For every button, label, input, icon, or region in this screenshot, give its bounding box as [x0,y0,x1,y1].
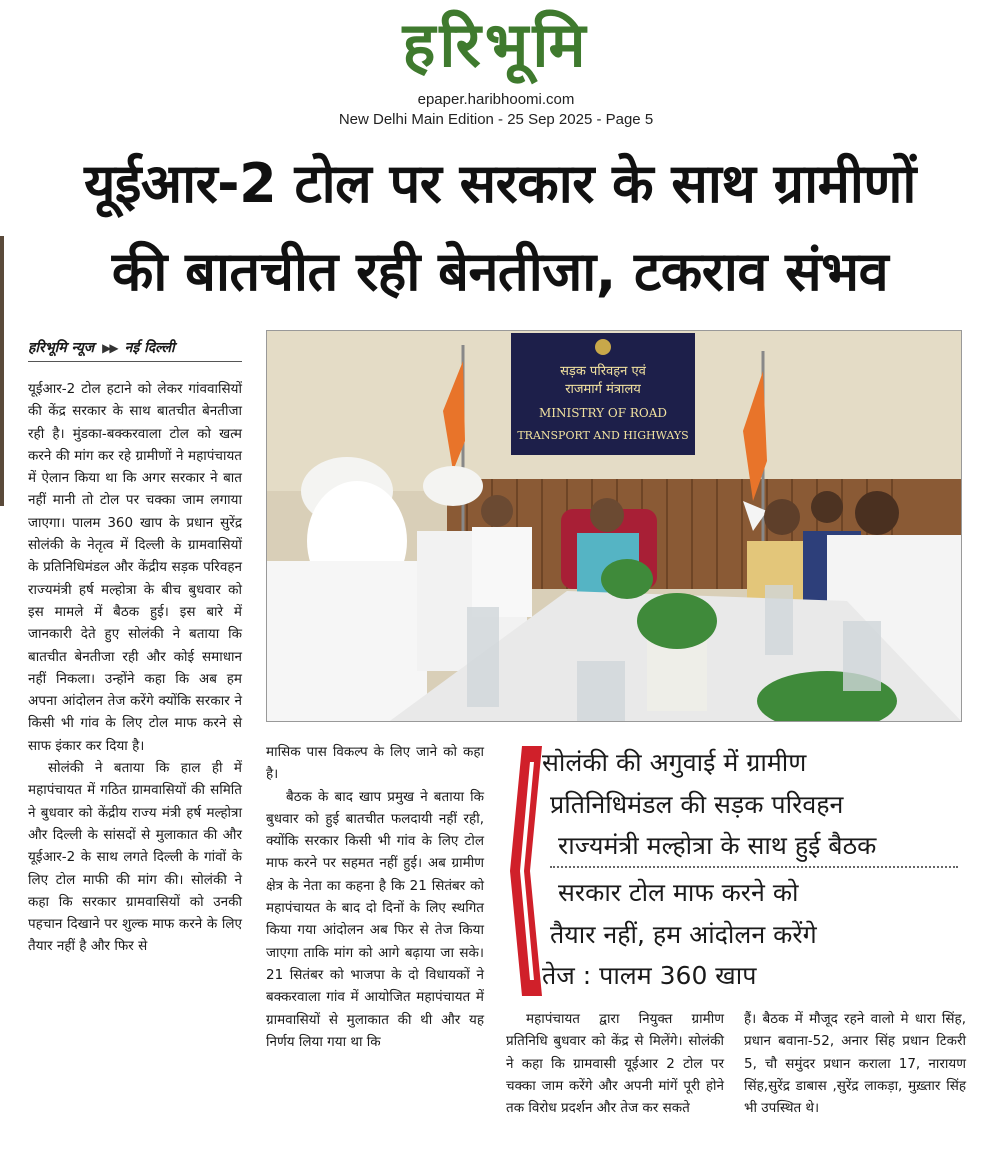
edition-line: New Delhi Main Edition - 25 Sep 2025 - Page 5 [338,111,654,128]
byline [28,334,242,362]
fast-forward-icon: ▶▶ [102,340,117,355]
svg-text:MINISTRY OF ROAD: MINISTRY OF ROAD [538,406,668,420]
highlight-line-5: तैयार नहीं, हम आंदोलन करेंगे [550,920,817,949]
svg-text:TRANSPORT AND HIGHWAYS: TRANSPORT AND HIGHWAYS [517,429,689,442]
red-chevron-icon [508,746,544,996]
highlight-line-2: प्रतिनिधिमंडल की सड़क परिवहन [550,790,844,819]
source-url[interactable]: epaper.haribhoomi.com [417,91,575,108]
article-paragraph: महापंचायत द्वारा नियुक्त ग्रामीण प्रतिनिधि बुधवार को केंद्र से मिलेंगे। सोलंकी ने कहा कि ग्रामवासी यूईआर 2 टोल पर चक्का जाम करेंगे और अपनी मांगें पूरी होने तक विरोध प्रदर्शन और तेज कर सकते [506,1011,724,1117]
highlight-line-6: तेज : पालम 360 खाप [542,961,757,990]
headline [20,140,980,316]
article-paragraph: यूईआर-2 टोल हटाने को लेकर गांववासियों की केंद्र सरकार के साथ बातचीत बेनतीजा रही है। मुंडका-बक्करवाला टोल को खत्म करने की मांग कर रहे ग्रामीणों ने महापंचायत में ऐलान किया था कि अगर सरकार ने बात नहीं मानी तो टोल पर चक्का जाम लगाया जाएगा। पालम 360 खाप के प्रधान सुरेंद्र सोलंकी के नेतृत्व में दिल्ली के ग्रामवासियों के प्रतिनिधिमंडल और केंद्रीय सड़क परिवहन राज्यमंत्री हर्ष मल्होत्रा के बीच बुधवार को इस मामले में बैठक हुई। इस बारे में जानकारी देते हुए सोलंकी ने बताया कि बातचीत बेनतीजा रही और कोई समाधान नहीं निकला। उन्होंने कहा कि अब हम अपना आंदोलन तेज करेंगे क्योंकि सरकार ने किसी भी गांव के लिए टोल माफ करने से साफ इंकार कर दिया है। [28,381,242,754]
highlight-line-4: सरकार टोल माफ करने को [558,878,799,907]
headline-line-1: यूईआर-2 टोल पर सरकार के साथ ग्रामीणों [84,152,916,215]
article-column-3 [506,1008,724,1119]
meeting-photo-illustration [267,331,962,722]
highlight-line-1: सोलंकी की अगुवाई में ग्रामीण [542,748,807,777]
article-paragraph: हैं। बैठक में मौजूद रहने वालो मे धारा सिंह, प्रधान बवाना-52, अनार सिंह प्रधान टिकरी 5, चौ समुंदर प्रधान कराला 17, नारायण सिंह,सुरेंद्र डाबास ,सुरेंद्र लाकड़ा, मुख़्तार सिंह भी उपस्थित थे। [744,1011,966,1117]
highlight-line-3: राज्यमंत्री मल्होत्रा के साथ हुई बैठक [558,831,877,860]
byline-agency: हरिभूमि न्यूज [28,340,95,356]
article-paragraph: बैठक के बाद खाप प्रमुख ने बताया कि बुधवार को हुई बातचीत फलदायी नहीं रही, क्योंकि सरकार किसी भी गांव के लिए टोल माफ करने पर सहमत नहीं हुई। अब ग्रामीण क्षेत्र के नेता का कहना है कि 21 सितंबर को महापंचायत के बाद दो दिनों के लिए स्थगित किया गया आंदोलन अब फिर से तेज किया जाएगा ताकि मांग को आगे बढ़ाया जा सके। 21 सितंबर को भाजपा के दो विधायकों ने बक्करवाला गांव में आयोजित महापंचायत में ग्रामवासियों से मुलाकात की थी और यह निर्णय लिया गया था कि [266,788,484,1050]
article-column-2 [266,741,484,1053]
headline-line-2: की बातचीत रही बेनतीजा, टकराव संभव [111,240,889,303]
meeting-photo [266,330,962,722]
article-column-1 [28,378,242,958]
article-paragraph: मासिक पास विकल्प के लिए जाने को कहा है। [266,744,484,783]
masthead [340,2,652,88]
article-paragraph: सोलंकी ने बताया कि हाल ही में महापंचायत में गठित ग्रामवासियों की समिति ने बुधवार को केंद्रीय राज्य मंत्री हर्ष मल्होत्रा और दिल्ली के सांसदों से मुलाकात की और यूईआर-2 के साथ लगते दिल्ली के गांवों के लिए टोल माफी की मांग की। सोलंकी ने कहा कि सरकार ग्रामवासियों को उनकी पहचान दिखाने पर शुल्क माफ करने के लिए तैयार नहीं है और फिर से [28,760,242,955]
svg-text:राजमार्ग मंत्रालय: राजमार्ग मंत्रालय [565,382,641,397]
highlight-divider [550,866,958,868]
byline-place: नई दिल्ली [124,340,175,356]
article-column-4 [744,1008,966,1119]
svg-text:सड़क परिवहन एवं: सड़क परिवहन एवं [560,364,646,379]
adjacent-article-edge [0,236,4,506]
haribhoomi-logo: हरिभूमि [402,8,590,81]
